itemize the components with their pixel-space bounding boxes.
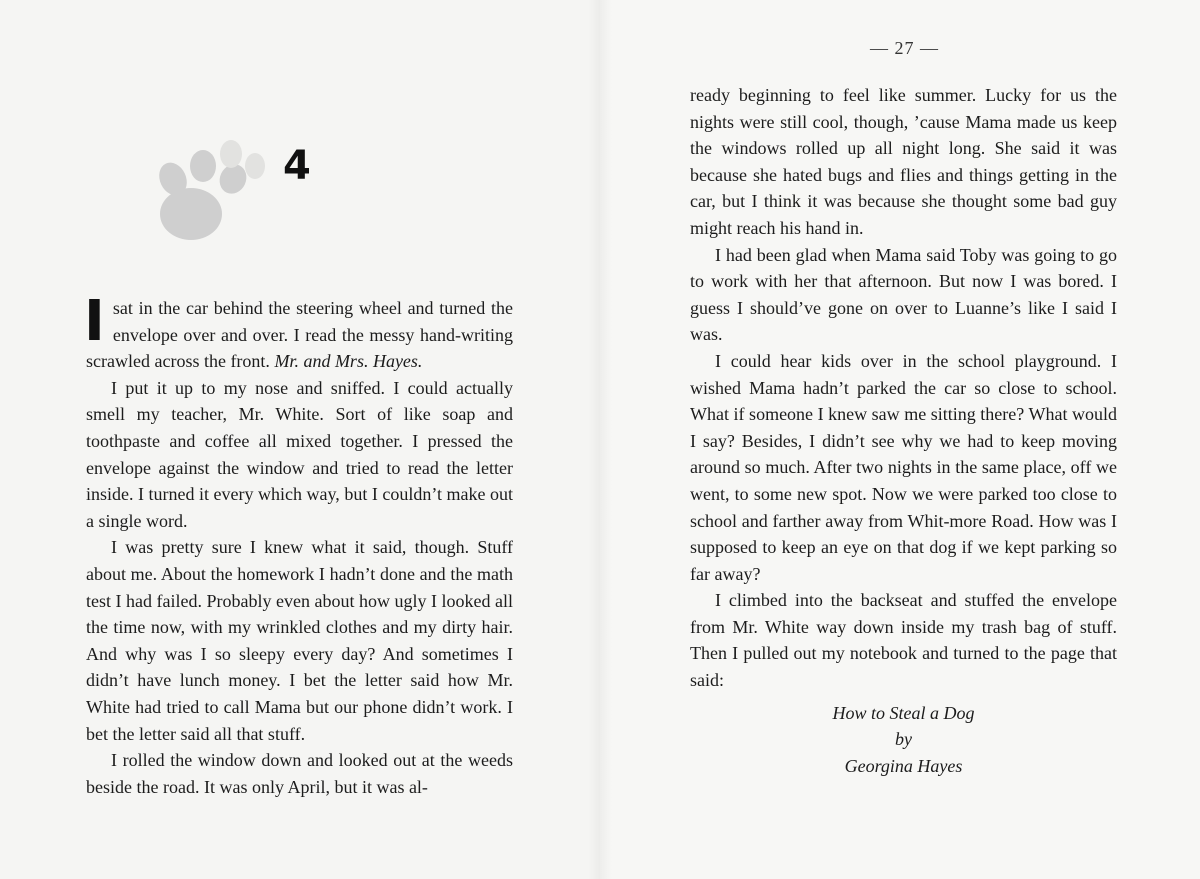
- page-number: — 27 —: [870, 38, 939, 58]
- notebook-title: How to Steal a Dog: [832, 702, 975, 723]
- paragraph: I climbed into the backseat and stuffed the envelope from Mr. White way down inside my trash bag of stuff. Then I pulled out my notebook and turned to the page that said:: [690, 590, 1117, 691]
- paragraph: [84, 289, 513, 375]
- paw-print-icon: [215, 135, 275, 195]
- notebook-author: Georgina Hayes: [844, 755, 963, 776]
- paragraph: I had been glad when Mama said Toby was going to go to work with her that afternoon. But now I was bored. I guess I should’ve gone on over to Luanne’s like I said I was.: [690, 244, 1117, 345]
- paragraph: I put it up to my nose and sniffed. I could actually smell my teacher, Mr. White. Sort of like soap and toothpaste and coffee all mixed together. I pressed the envelope against the window and tried to read the letter inside. I turned it every which way, but I couldn’t make out a single word.: [86, 377, 513, 531]
- envelope-address: Mr. and Mrs. Hayes.: [274, 351, 423, 372]
- drop-cap: I: [84, 289, 105, 354]
- chapter-number: 4: [283, 143, 311, 189]
- paragraph-text: sat in the car behind the steering wheel and turned the envelope over and over. I read the messy hand-writing scrawled across the front.: [86, 298, 513, 372]
- book-gutter: [588, 0, 612, 879]
- paragraph: I could hear kids over in the school playground. I wished Mama hadn’t parked the car so close to school. What if someone I knew saw me sitting there? What would I say? Besides, I didn’t see why we had to keep moving around so much. After two nights in the same place, off we went, to some new spot. Now we were parked too close to school and farther away from Whit-more Road. How was I supposed to keep an eye on that dog if we kept parking so far away?: [690, 350, 1117, 584]
- paragraph: ready beginning to feel like summer. Lucky for us the nights were still cool, though, ’cause Mama made us keep the windows rolled up all night long. She said it was because she hated bugs and flies and things getting in the car, but I think it was because she thought some bad guy might reach his hand in.: [690, 85, 1117, 238]
- paragraph: I was pretty sure I knew what it said, though. Stuff about me. About the homework I hadn’t done and the math test I had failed. Probably even about how ugly I looked all the time now, with my wrinkled clothes and my dirty hair. And why was I so sleepy every day? And sometimes I didn’t have lunch money. I bet the letter said how Mr. White had tried to call Mama but our phone didn’t work. I bet the letter said all that stuff.: [86, 537, 513, 744]
- left-page-text: [84, 289, 513, 800]
- paw-print-icon: [240, 0, 340, 20]
- right-page-text: [690, 82, 1117, 779]
- notebook-by: by: [895, 729, 912, 750]
- paragraph: I rolled the window down and looked out at the weeds beside the road. It was only April, but it was al-: [86, 750, 513, 797]
- right-page: [600, 0, 1200, 879]
